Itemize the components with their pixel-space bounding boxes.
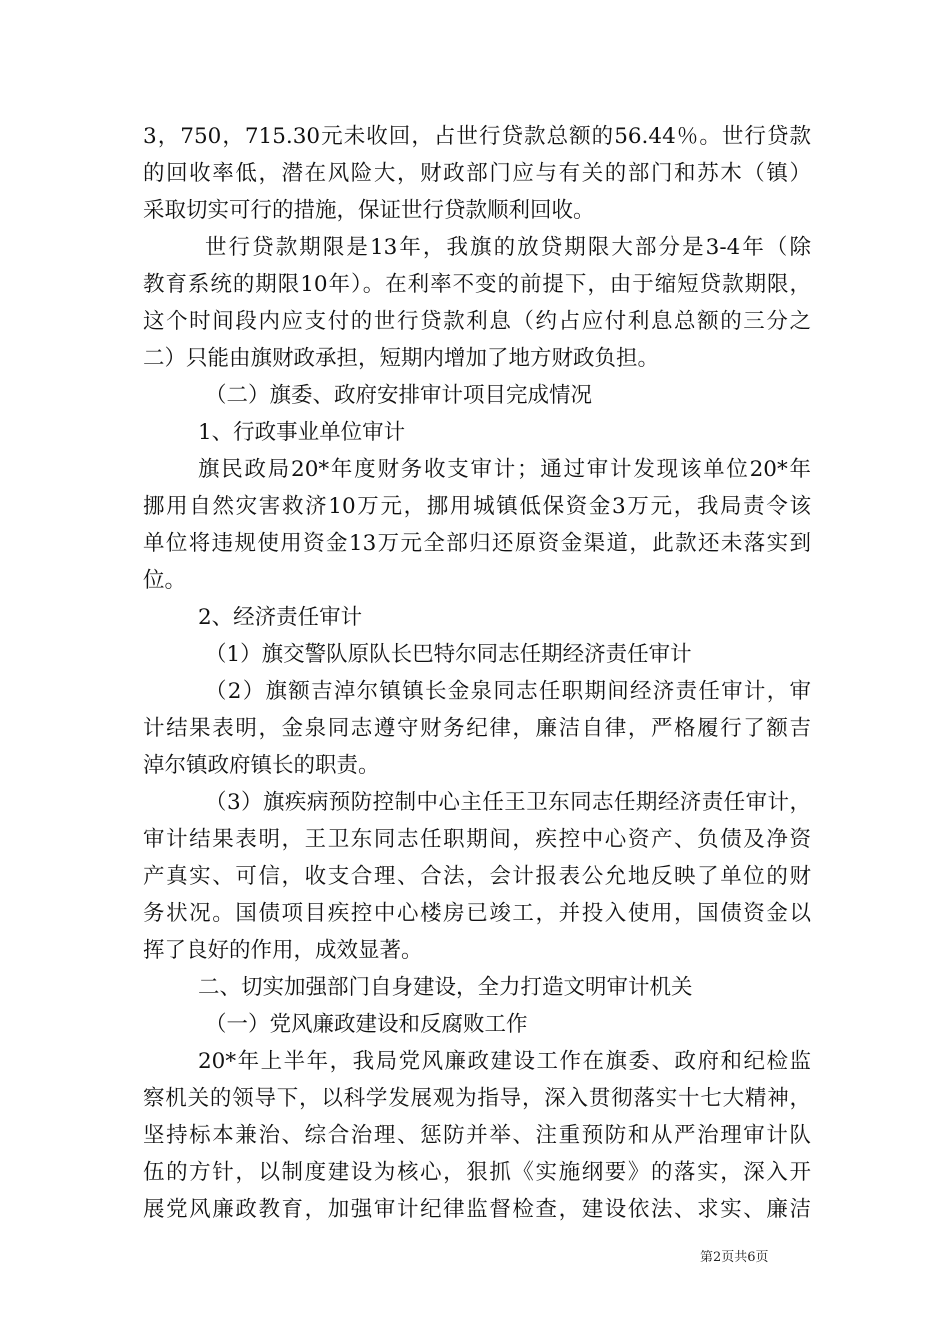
text-line-19: （3）旗疾病预防控制中心主任王卫东同志任期经济责任审计， xyxy=(205,790,811,815)
subsection-heading-admin-audit: 1、行政事业单位审计 xyxy=(198,420,406,445)
text-line-1: 3，750，715.30元未收回，占世行贷款总额的56.44％。世行贷款 xyxy=(143,124,811,149)
subsection-heading-integrity: （一）党风廉政建设和反腐败工作 xyxy=(205,1012,528,1037)
text-line-16: （2）旗额吉淖尔镇镇长金泉同志任职期间经济责任审计，审 xyxy=(205,679,811,704)
section-heading-part-two: 二、切实加强部门自身建设，全力打造文明审计机关 xyxy=(198,975,693,1000)
text-line-6: 这个时间段内应支付的世行贷款利息（约占应付利息总额的三分之 xyxy=(143,309,811,334)
text-line-3: 采取切实可行的措施，保证世行贷款顺利回收。 xyxy=(143,198,595,223)
text-line-30: 展党风廉政教育，加强审计纪律监督检查，建设依法、求实、廉洁 xyxy=(143,1197,811,1222)
text-line-18: 淖尔镇政府镇长的职责。 xyxy=(143,753,380,778)
text-line-29: 伍的方针，以制度建设为核心，狠抓《实施纲要》的落实，深入开 xyxy=(143,1160,811,1185)
text-line-23: 挥了良好的作用，成效显著。 xyxy=(143,938,423,963)
section-heading-2: （二）旗委、政府安排审计项目完成情况 xyxy=(205,383,593,408)
document-body xyxy=(143,118,811,1228)
text-line-21: 产真实、可信，收支合理、合法，会计报表公允地反映了单位的财 xyxy=(143,864,811,889)
text-line-28: 坚持标本兼治、综合治理、惩防并举、注重预防和从严治理审计队 xyxy=(143,1123,811,1148)
text-line-27: 察机关的领导下，以科学发展观为指导，深入贯彻落实十七大精神， xyxy=(143,1086,811,1111)
text-line-12: 单位将违规使用资金13万元全部归还原资金渠道，此款还未落实到 xyxy=(143,531,811,556)
text-line-11: 挪用自然灾害救济10万元，挪用城镇低保资金3万元，我局责令该 xyxy=(143,494,811,519)
text-line-20: 审计结果表明，王卫东同志任职期间，疾控中心资产、负债及净资 xyxy=(143,827,811,852)
text-line-15: （1）旗交警队原队长巴特尔同志任期经济责任审计 xyxy=(205,642,692,667)
text-line-4: 世行贷款期限是13年，我旗的放贷期限大部分是3-4年（除 xyxy=(205,235,811,260)
text-line-5: 教育系统的期限10年）。在利率不变的前提下，由于缩短贷款期限， xyxy=(143,272,811,297)
text-line-7: 二）只能由旗财政承担，短期内增加了地方财政负担。 xyxy=(143,346,660,371)
text-line-2: 的回收率低，潜在风险大，财政部门应与有关的部门和苏木（镇） xyxy=(143,161,811,186)
text-line-22: 务状况。国债项目疾控中心楼房已竣工，并投入使用，国债资金以 xyxy=(143,901,811,926)
text-line-10: 旗民政局20*年度财务收支审计；通过审计发现该单位20*年 xyxy=(198,457,811,482)
text-line-17: 计结果表明，金泉同志遵守财务纪律，廉洁自律，严格履行了额吉 xyxy=(143,716,811,741)
page-number: 第2页共6页 xyxy=(700,1250,769,1265)
subsection-heading-econ-audit: 2、经济责任审计 xyxy=(198,605,363,630)
text-line-13: 位。 xyxy=(143,568,187,593)
text-line-26: 20*年上半年，我局党风廉政建设工作在旗委、政府和纪检监 xyxy=(198,1049,811,1074)
